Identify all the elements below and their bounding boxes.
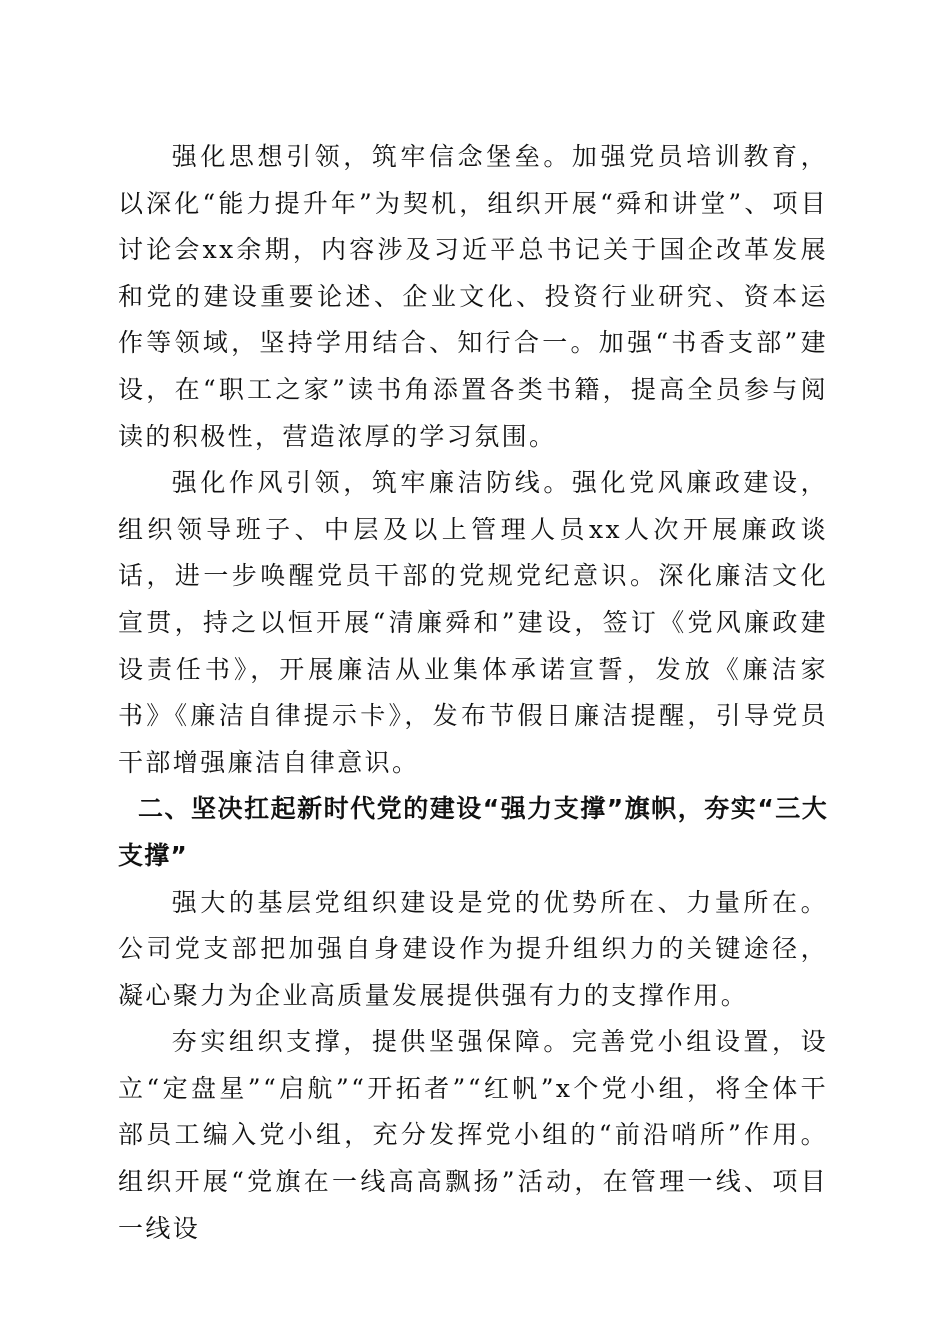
- paragraph-section-intro: 强大的基层党组织建设是党的优势所在、力量所在。公司党支部把加强自身建设作为提升组织力的关键途径，凝心聚力为企业高质量发展提供强有力的支撑作用。: [118, 887, 828, 1010]
- section-heading-two: 二、坚决扛起新时代党的建设“强力支撑”旗帜，夯实“三大支撑”: [118, 794, 828, 870]
- paragraph-ideological-guidance: 强化思想引领，筑牢信念堡垒。加强党员培训教育，以深化“能力提升年”为契机，组织开展“舜和讲堂”、项目讨论会xx余期，内容涉及习近平总书记关于国企改革发展和党的建设重要论述、企业文化、投资行业研究、资本运作等领域，坚持学用结合、知行合一。加强“书香支部”建设，在“职工之家”读书角添置各类书籍，提高全员参与阅读的积极性，营造浓厚的学习氛围。: [118, 142, 828, 451]
- paragraph-integrity-guidance: 强化作风引领，筑牢廉洁防线。强化党风廉政建设，组织领导班子、中层及以上管理人员xx人次开展廉政谈话，进一步唤醒党员干部的党规党纪意识。深化廉洁文化宣贯，持之以恒开展“清廉舜和”建设，签订《党风廉政建设责任书》，开展廉洁从业集体承诺宣誓，发放《廉洁家书》《廉洁自律提示卡》，发布节假日廉洁提醒，引导党员干部增强廉洁自律意识。: [118, 468, 828, 777]
- document-page: [118, 134, 828, 1252]
- paragraph-organization-support: 夯实组织支撑，提供坚强保障。完善党小组设置，设立“定盘星”“启航”“开拓者”“红帆”x个党小组，将全体干部员工编入党小组，充分发挥党小组的“前沿哨所”作用。组织开展“党旗在一线高高飘扬”活动，在管理一线、项目一线设: [118, 1027, 828, 1243]
